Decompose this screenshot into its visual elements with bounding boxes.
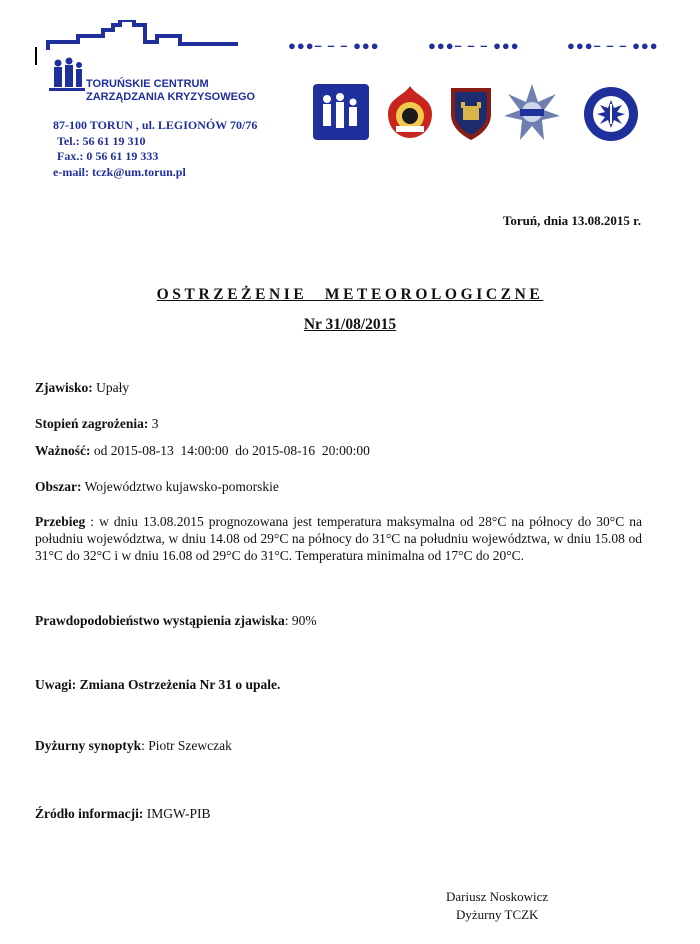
remarks-text: Uwagi: Zmiana Ostrzeżenia Nr 31 o upale. [35,677,281,692]
signature-block [446,888,548,924]
field-remarks [35,677,280,693]
divider-dots-2: ●●●– – – ●●● [428,38,520,53]
medical-rescue-emblem [583,86,639,142]
area-label: Obszar: [35,479,82,494]
divider-dots-1: ●●●– – – ●●● [288,38,380,53]
probability-value: : 90% [284,613,317,628]
phone: Tel.: 56 61 19 310 [57,133,146,148]
course-label: Przebieg [35,514,86,529]
field-level [35,416,159,432]
org-name [86,78,255,104]
validity-value: od 2015-08-13 14:00:00 do 2015-08-16 20:00:00 [90,443,370,458]
contact-block [53,118,257,180]
level-label: Stopień zagrożenia: [35,416,149,431]
city-guard-emblem [443,84,499,140]
probability-label: Prawdopodobieństwo wystąpienia zjawiska [35,613,285,628]
family-icon [313,84,369,140]
field-area [35,479,279,495]
document-date: Toruń, dnia 13.08.2015 r. [502,213,641,228]
police-star-emblem [504,84,560,140]
phenomenon-value: Upały [92,380,130,395]
field-validity [35,443,370,459]
signature-role: Dyżurny TCZK [456,907,539,922]
email: e-mail: tczk@um.torun.pl [53,164,186,179]
field-source [35,806,210,822]
text-cursor [35,47,37,65]
signature-name: Dariusz Noskowicz [446,889,549,904]
forecaster-label: Dyżurny synoptyk [35,738,142,753]
course-value: : w dniu 13.08.2015 prognozowana jest temperatura maksymalna od 28°C na północy do 30°C na południu województwa, w dniu 14.08 od 29°C na północy do 31°C na południu województwa, w dniu 15.08 od 31°C do 32°C i w dniu 16.08 od 29°C do 31°C. Temperatura minimalna od 17°C do 20°C. [35,514,642,563]
document-title: OSTRZEŻENIE METEOROLOGICZNE [156,286,544,303]
warning-number: Nr 31/08/2015 [303,316,397,333]
source-label: Źródło informacji: [35,806,144,821]
org-name-line2: ZARZĄDZANIA KRYZYSOWEGO [86,91,256,103]
field-forecaster [35,738,232,754]
address: 87-100 TORUN , ul. LEGIONÓW 70/76 [53,118,258,132]
field-probability [35,613,317,629]
source-value: IMGW-PIB [143,806,211,821]
validity-label: Ważność: [35,443,91,458]
org-name-line1: TORUŃSKIE CENTRUM [86,78,209,90]
fire-brigade-emblem [382,84,438,140]
forecaster-value: : Piotr Szewczak [141,738,232,753]
fax: Fax.: 0 56 61 19 333 [57,149,159,163]
field-phenomenon [35,380,129,396]
area-value: Województwo kujawsko-pomorskie [81,479,279,494]
field-course [35,513,642,564]
divider-dots-3: ●●●– – – ●●● [567,38,659,53]
level-value: 3 [148,416,159,431]
phenomenon-label: Zjawisko: [35,380,93,395]
